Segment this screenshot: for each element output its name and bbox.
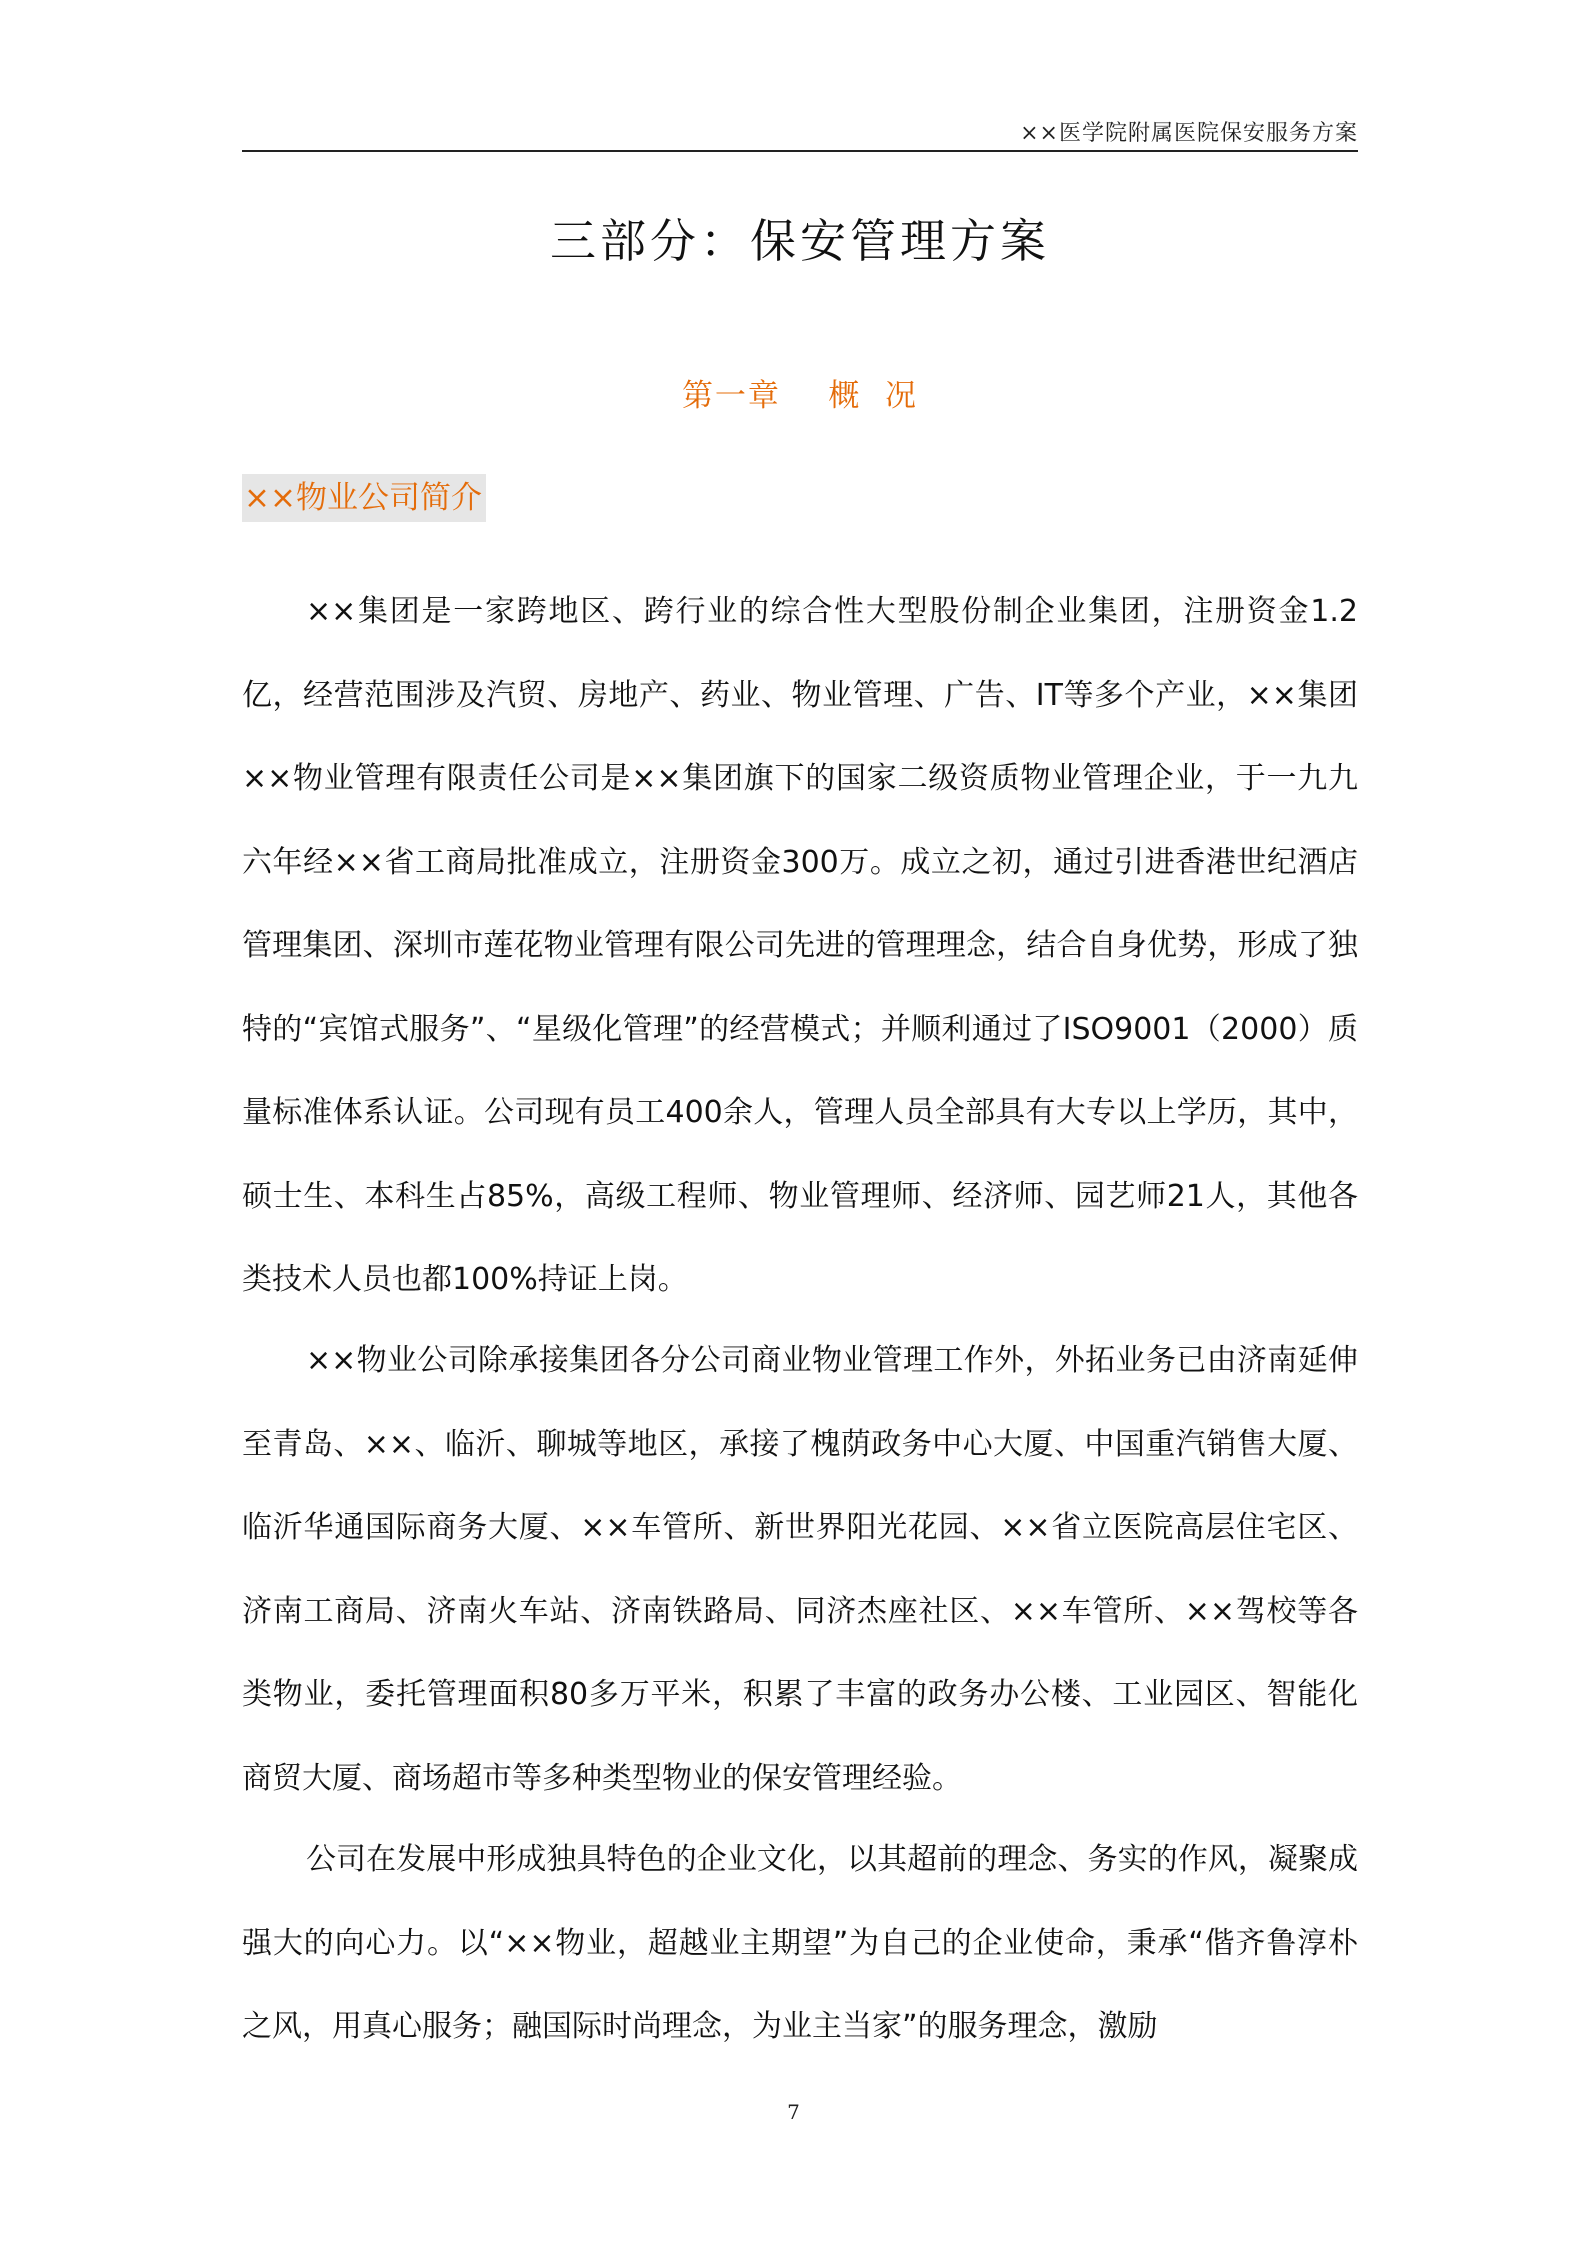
page-number: 7 (787, 2100, 800, 2124)
chapter-title: 第一章 概 况 (681, 378, 919, 414)
section-heading: ××物业公司简介 (242, 474, 486, 522)
header-title: ××医学院附属医院保安服务方案 (1020, 121, 1358, 146)
body-paragraph: ××集团是一家跨地区、跨行业的综合性大型股份制企业集团，注册资金1.2亿，经营范围涉及汽贸、房地产、药业、物业管理、广告、IT等多个产业，××集团××物业管理有限责任公司是××集团旗下的国家二级资质物业管理企业，于一九九六年经××省工商局批准成立，注册资金300万。成立之初，通过引进香港世纪酒店管理集团、深圳市莲花物业管理有限公司先进的管理理念，结合自身优势，形成了独特的“宾馆式服务”、“星级化管理”的经营模式；并顺利通过了ISO9001（2000）质量标准体系认证。公司现有员工400余人，管理人员全部具有大专以上学历，其中，硕士生、本科生占85%，高级工程师、物业管理师、经济师、园艺师21人，其他各类技术人员也都100%持证上岗。 (242, 594, 1358, 1297)
body-paragraph: 公司在发展中形成独具特色的企业文化，以其超前的理念、务实的作风，凝聚成强大的向心力。以“××物业，超越业主期望”为自己的企业使命，秉承“偕齐鲁淳朴之风，用真心服务；融国际时尚理念，为业主当家”的服务理念，激励 (242, 1842, 1358, 2044)
document-title: 三部分：保安管理方案 (550, 214, 1050, 268)
page-header (242, 110, 1358, 152)
body-paragraph: ××物业公司除承接集团各分公司商业物业管理工作外，外拓业务已由济南延伸至青岛、××、临沂、聊城等地区，承接了槐荫政务中心大厦、中国重汽销售大厦、临沂华通国际商务大厦、××车管所、新世界阳光花园、××省立医院高层住宅区、济南工商局、济南火车站、济南铁路局、同济杰座社区、××车管所、××驾校等各类物业，委托管理面积80多万平米，积累了丰富的政务办公楼、工业园区、智能化商贸大厦、商场超市等多种类型物业的保安管理经验。 (242, 1343, 1358, 1796)
